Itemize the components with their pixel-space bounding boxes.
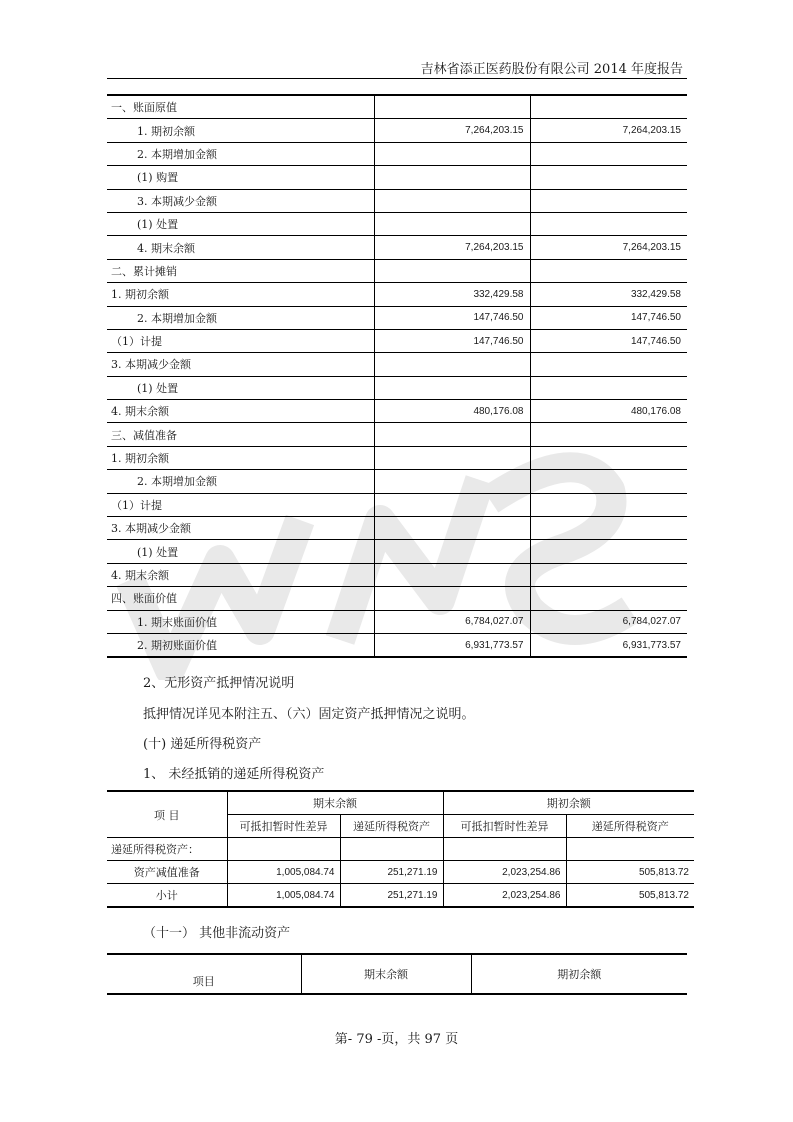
asset-table-row <box>107 353 687 376</box>
asset-row-label: 3. 本期减少金额 <box>107 517 374 540</box>
deferred-table-row <box>107 884 694 908</box>
deferred-value-cell <box>566 838 694 861</box>
deferred-value-cell <box>227 838 340 861</box>
asset-total-cell: 7,264,203.15 <box>530 236 687 259</box>
asset-row-label: (1) 处置 <box>107 540 374 563</box>
asset-value-cell: 147,746.50 <box>374 329 530 352</box>
asset-table-row <box>107 95 687 119</box>
asset-total-cell <box>530 189 687 212</box>
asset-table-row <box>107 212 687 235</box>
asset-table-row <box>107 446 687 469</box>
deferred-tax-subheading: 1、 未经抵销的递延所得税资产 <box>143 767 325 782</box>
deferred-tax-table <box>107 790 694 908</box>
asset-row-label: 3. 本期减少金额 <box>107 353 374 376</box>
asset-table-row <box>107 329 687 352</box>
intangible-assets-table <box>107 94 687 658</box>
asset-row-label: 4. 期末余额 <box>107 236 374 259</box>
deferred-row-label: 递延所得税资产： <box>107 838 227 861</box>
asset-table-row <box>107 610 687 633</box>
other-noncurrent-heading: （十一） 其他非流动资产 <box>143 926 291 941</box>
other-end-header: 期末余额 <box>301 954 471 994</box>
asset-table-row <box>107 493 687 516</box>
deferred-group-end-header: 期末余额 <box>227 791 443 815</box>
asset-value-cell <box>374 353 530 376</box>
deferred-table-row <box>107 838 694 861</box>
other-header-row <box>107 954 687 994</box>
deferred-value-cell: 505,813.72 <box>566 884 694 908</box>
deferred-value-cell: 505,813.72 <box>566 861 694 884</box>
asset-value-cell <box>374 95 530 119</box>
asset-value-cell <box>374 423 530 446</box>
asset-row-label: 2. 本期增加金额 <box>107 142 374 165</box>
asset-total-cell <box>530 517 687 540</box>
asset-table-row <box>107 236 687 259</box>
asset-table-row <box>107 142 687 165</box>
asset-table-row <box>107 119 687 142</box>
deferred-row-label: 资产减值准备 <box>107 861 227 884</box>
deferred-value-cell: 2,023,254.86 <box>443 861 566 884</box>
asset-table-row <box>107 517 687 540</box>
asset-table-row <box>107 633 687 657</box>
deferred-group-begin-header: 期初余额 <box>443 791 694 815</box>
asset-row-label: (1) 处置 <box>107 212 374 235</box>
asset-total-cell <box>530 470 687 493</box>
report-header-title: 吉林省添正医药股份有限公司 2014 年度报告 <box>420 62 683 77</box>
asset-row-label: 1. 期初余额 <box>107 446 374 469</box>
asset-value-cell: 6,931,773.57 <box>374 633 530 657</box>
asset-row-label: 1. 期初余额 <box>107 283 374 306</box>
deferred-value-cell <box>340 838 443 861</box>
asset-table-row <box>107 540 687 563</box>
asset-table-row <box>107 400 687 423</box>
asset-row-label: （1）计提 <box>107 329 374 352</box>
other-item-header: 项目 <box>107 954 301 994</box>
asset-value-cell <box>374 212 530 235</box>
asset-value-cell <box>374 470 530 493</box>
asset-total-cell <box>530 95 687 119</box>
asset-total-cell: 480,176.08 <box>530 400 687 423</box>
asset-row-label: 1. 期末账面价值 <box>107 610 374 633</box>
deferred-tax-heading: (十) 递延所得税资产 <box>143 737 262 752</box>
asset-total-cell <box>530 166 687 189</box>
asset-total-cell <box>530 540 687 563</box>
asset-value-cell <box>374 493 530 516</box>
asset-value-cell: 480,176.08 <box>374 400 530 423</box>
deferred-value-cell: 1,005,084.74 <box>227 861 340 884</box>
asset-value-cell: 6,784,027.07 <box>374 610 530 633</box>
asset-row-label: 一、账面原值 <box>107 95 374 119</box>
asset-row-label: (1) 处置 <box>107 376 374 399</box>
mortgage-section-heading: 2、无形资产抵押情况说明 <box>143 676 295 691</box>
deferred-sub-header: 递延所得税资产 <box>340 815 443 838</box>
asset-table-row <box>107 283 687 306</box>
deferred-sub-header: 可抵扣暂时性差异 <box>443 815 566 838</box>
asset-total-cell: 147,746.50 <box>530 306 687 329</box>
asset-total-cell <box>530 353 687 376</box>
asset-row-label: 2. 本期增加金额 <box>107 306 374 329</box>
asset-value-cell <box>374 587 530 610</box>
asset-table-row <box>107 189 687 212</box>
deferred-item-header: 项 目 <box>107 791 227 838</box>
asset-value-cell <box>374 189 530 212</box>
deferred-value-cell: 251,271.19 <box>340 884 443 908</box>
asset-row-label: 二、累计摊销 <box>107 259 374 282</box>
asset-total-cell <box>530 376 687 399</box>
deferred-sub-header: 递延所得税资产 <box>566 815 694 838</box>
asset-table-row <box>107 563 687 586</box>
asset-row-label: 三、减值准备 <box>107 423 374 446</box>
asset-table-row <box>107 423 687 446</box>
asset-value-cell <box>374 142 530 165</box>
deferred-value-cell: 2,023,254.86 <box>443 884 566 908</box>
asset-value-cell <box>374 517 530 540</box>
asset-value-cell <box>374 563 530 586</box>
asset-total-cell <box>530 446 687 469</box>
asset-value-cell <box>374 376 530 399</box>
header-divider <box>107 78 687 79</box>
asset-value-cell <box>374 259 530 282</box>
asset-row-label: 2. 本期增加金额 <box>107 470 374 493</box>
asset-total-cell: 147,746.50 <box>530 329 687 352</box>
asset-total-cell <box>530 587 687 610</box>
asset-total-cell <box>530 563 687 586</box>
deferred-row-label: 小计 <box>107 884 227 908</box>
asset-total-cell: 7,264,203.15 <box>530 119 687 142</box>
asset-row-label: 4. 期末余额 <box>107 400 374 423</box>
deferred-value-cell: 1,005,084.74 <box>227 884 340 908</box>
asset-table-row <box>107 306 687 329</box>
asset-total-cell <box>530 493 687 516</box>
asset-row-label: (1) 购置 <box>107 166 374 189</box>
asset-value-cell: 332,429.58 <box>374 283 530 306</box>
asset-total-cell <box>530 142 687 165</box>
other-begin-header: 期初余额 <box>471 954 687 994</box>
asset-value-cell <box>374 446 530 469</box>
asset-table-row <box>107 470 687 493</box>
page-number: 第- 79 -页，共 97 页 <box>334 1032 459 1047</box>
asset-table-row <box>107 587 687 610</box>
asset-row-label: 4. 期末余额 <box>107 563 374 586</box>
asset-row-label: （1）计提 <box>107 493 374 516</box>
asset-row-label: 1. 期初余额 <box>107 119 374 142</box>
asset-row-label: 2. 期初账面价值 <box>107 633 374 657</box>
asset-row-label: 四、账面价值 <box>107 587 374 610</box>
asset-value-cell <box>374 540 530 563</box>
asset-total-cell <box>530 259 687 282</box>
deferred-value-cell <box>443 838 566 861</box>
asset-total-cell <box>530 212 687 235</box>
asset-total-cell: 6,784,027.07 <box>530 610 687 633</box>
asset-table-row <box>107 166 687 189</box>
asset-value-cell: 147,746.50 <box>374 306 530 329</box>
deferred-table-row <box>107 861 694 884</box>
asset-value-cell: 7,264,203.15 <box>374 236 530 259</box>
mortgage-description: 抵押情况详见本附注五、（六）固定资产抵押情况之说明。 <box>143 707 475 722</box>
asset-total-cell: 6,931,773.57 <box>530 633 687 657</box>
asset-row-label: 3. 本期减少金额 <box>107 189 374 212</box>
asset-total-cell: 332,429.58 <box>530 283 687 306</box>
asset-total-cell <box>530 423 687 446</box>
deferred-header-row <box>107 791 694 815</box>
asset-table-row <box>107 376 687 399</box>
asset-value-cell: 7,264,203.15 <box>374 119 530 142</box>
asset-table-row <box>107 259 687 282</box>
other-noncurrent-assets-table <box>107 953 687 995</box>
deferred-value-cell: 251,271.19 <box>340 861 443 884</box>
asset-value-cell <box>374 166 530 189</box>
deferred-sub-header: 可抵扣暂时性差异 <box>227 815 340 838</box>
